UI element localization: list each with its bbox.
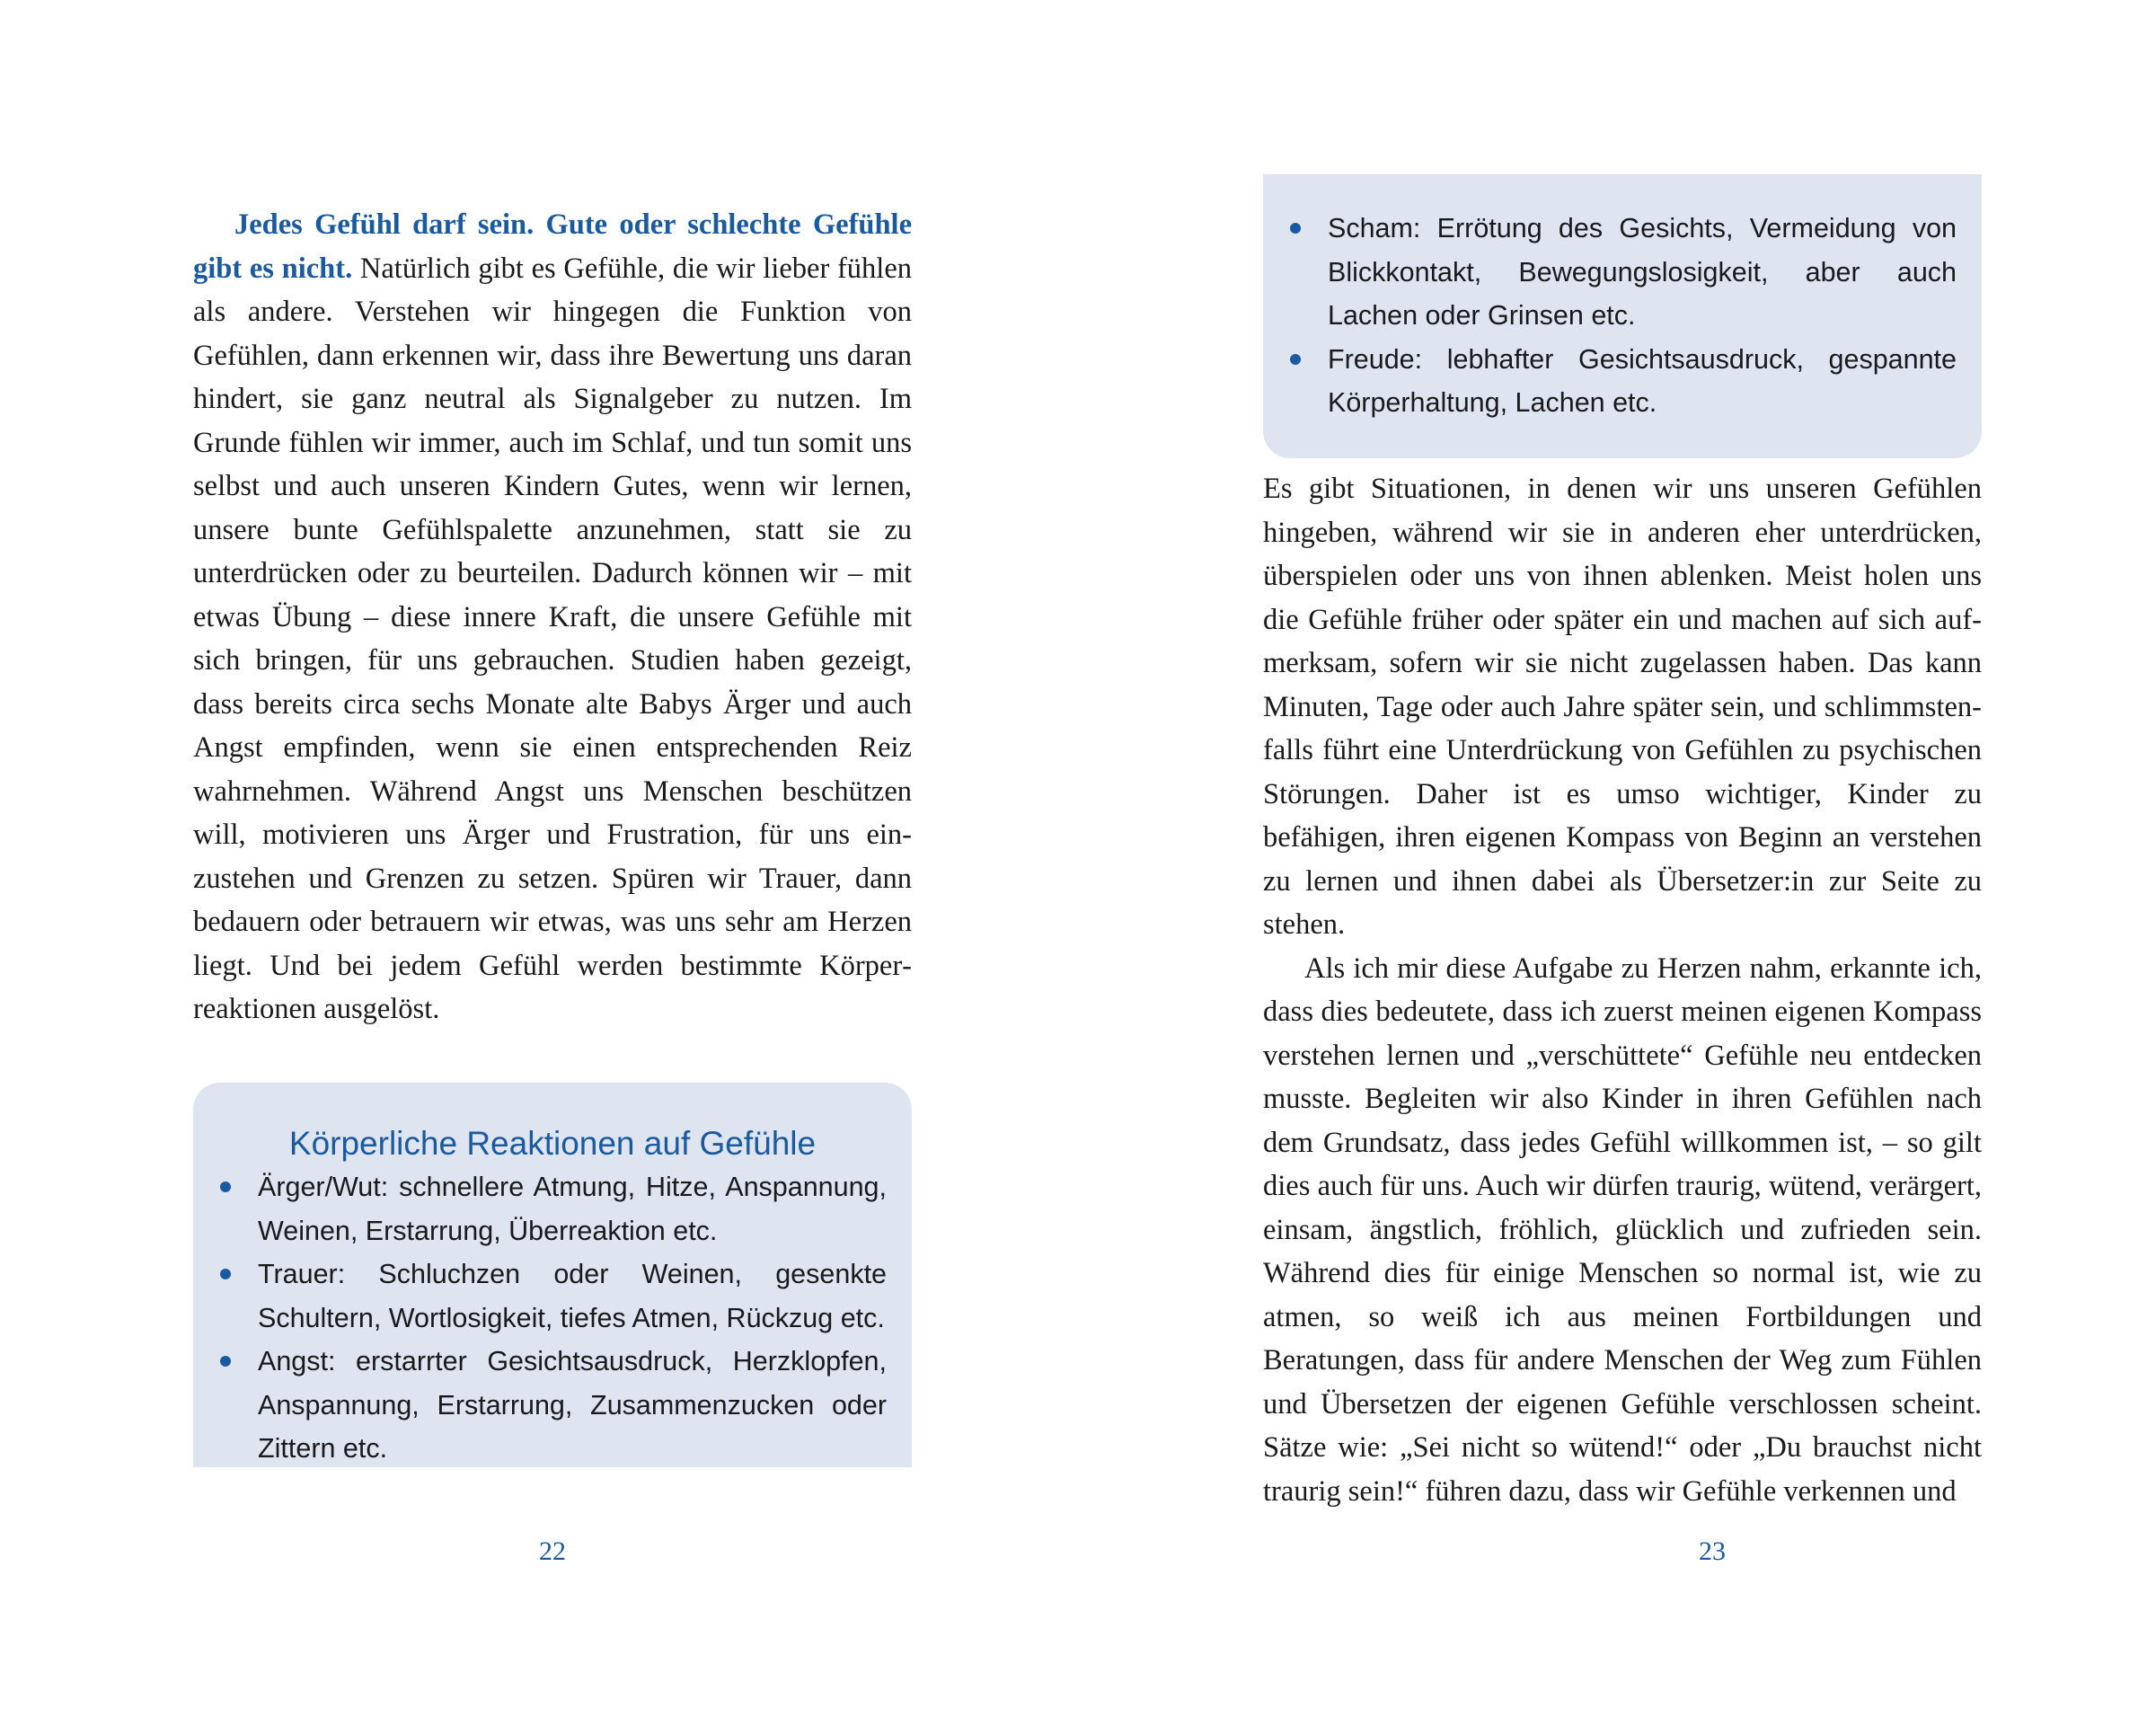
box-title: Körperliche Reaktionen auf Gefühle [288,1125,817,1162]
list-item [258,1252,887,1340]
list-item [258,1165,887,1252]
right-body-text [1263,467,1982,1513]
list-item-text: Trauer: Schluchzen oder Weinen, gesenkte Schultern, Wortlosigkeit, tiefes Atmen, Rückzug etc. [258,1259,887,1333]
list-item [1328,207,1957,338]
bullet-icon [220,1356,231,1367]
page-number-left: 22 [539,1536,566,1566]
right-page [1078,0,2156,1717]
right-paragraph-2: Als ich mir diese Aufgabe zu Herzen nahm, erkannte ich, dass dies bedeutete, dass ich zuerst meinen eigenen Kompass verstehen lernen und „verschüttete“ Gefühle neu entdecken musste. Begleiten wir also Kinder in ihren Gefühlen nach dem Grundsatz, dass jedes Gefühl willkommen ist, – so gilt dies auch für uns. Auch wir dürfen traurig, wütend, verärgert, einsam, ängstlich, fröhlich, glücklich und zufrieden sein. Während dies für einige Menschen so normal ist, wie zu atmen, so weiß ich aus meinen Fortbildungen und Beratungen, dass für andere Menschen der Weg zum Fühlen und Übersetzen der eigenen Gefühle verschlossen scheint. Sätze wie: „Sei nicht so wütend!“ oder „Du brauchst nicht traurig sein!“ führen dazu, dass wir Gefühle verkennen und [1263,951,1982,1508]
page-number-right: 23 [1699,1536,1726,1566]
bullet-icon [1290,354,1301,365]
bullet-icon [220,1269,231,1279]
body-reactions-box-continued [1263,174,1982,458]
reactions-list-continued [1328,207,1957,425]
list-item [258,1340,887,1471]
list-item-text: Freude: lebhafter Gesichtsausdruck, gespannte Körperhaltung, Lachen etc. [1328,343,1957,418]
reactions-list [258,1165,887,1471]
left-paragraph-body: Natürlich gibt es Gefühle, die wir lieber fühlen als andere. Verstehen wir hingegen die Funktion von Gefühlen, dann erkennen wir, dass ihre Bewertung uns daran hindert, sie ganz neutral als Signalgeber zu nutzen. Im Grunde fühlen wir immer, auch im Schlaf, und tun somit uns selbst und auch unseren Kindern Gutes, wenn wir lernen, unsere bunte Gefühlspalette anzunehmen, statt sie zu unterdrücken oder zu beurteilen. Dadurch können wir – mit etwas Übung – diese innere Kraft, die unsere Gefühle mit sich bringen, für uns gebrauchen. Studien haben gezeigt, dass bereits circa sechs Monate alte Babys Ärger und auch Angst empfinden, wenn sie einen entsprechenden Reiz wahrnehmen. Während Angst uns Menschen beschützen will, motivieren uns Ärger und Frustration, für uns einzustehen und Grenzen zu setzen. Spüren wir Trauer, dann bedauern oder betrauern wir etwas, was uns sehr am Herzen liegt. Und bei jedem Gefühl werden bestimmte Körperreaktionen ausgelöst. [193,252,912,1025]
body-reactions-box [193,1083,912,1467]
lead-sentence: Jedes Gefühl darf sein. Gute oder schlechte Gefühle gibt es nicht. [193,208,912,285]
right-paragraph-1: Es gibt Situationen, in denen wir uns unseren Gefühlen hingeben, während wir sie in anderen eher unterdrücken, überspielen oder uns von ihnen ablenken. Meist holen uns die Gefühle früher oder später ein und machen auf sich aufmerksam, sofern wir sie nicht zugelassen haben. Das kann Minuten, Tage oder auch Jahre später sein, und schlimmstenfalls führt eine Unterdrückung von Gefühlen zu psychischen Störungen. Daher ist es umso wichtiger, Kinder zu befähigen, ihren eigenen Kompass von Beginn an verstehen zu lernen und ihnen dabei als Übersetzer:in zur Seite zu stehen. [1263,473,1982,941]
left-body-text [193,203,912,1031]
bullet-icon [1290,223,1301,234]
left-paragraph [193,203,912,1031]
list-item-text: Angst: erstarrter Gesichtsausdruck, Herzklopfen, Anspannung, Erstarrung, Zusammenzucken oder Zittern etc. [258,1346,887,1464]
list-item-text: Ärger/Wut: schnellere Atmung, Hitze, Anspannung, Weinen, Erstarrung, Überreaktion etc. [258,1172,887,1246]
list-item [1328,338,1957,425]
list-item-text: Scham: Errötung des Gesichts, Vermeidung von Blickkontakt, Bewegungslosigkeit, aber auch Lachen oder Grinsen etc. [1328,213,1957,331]
bullet-icon [220,1182,231,1192]
